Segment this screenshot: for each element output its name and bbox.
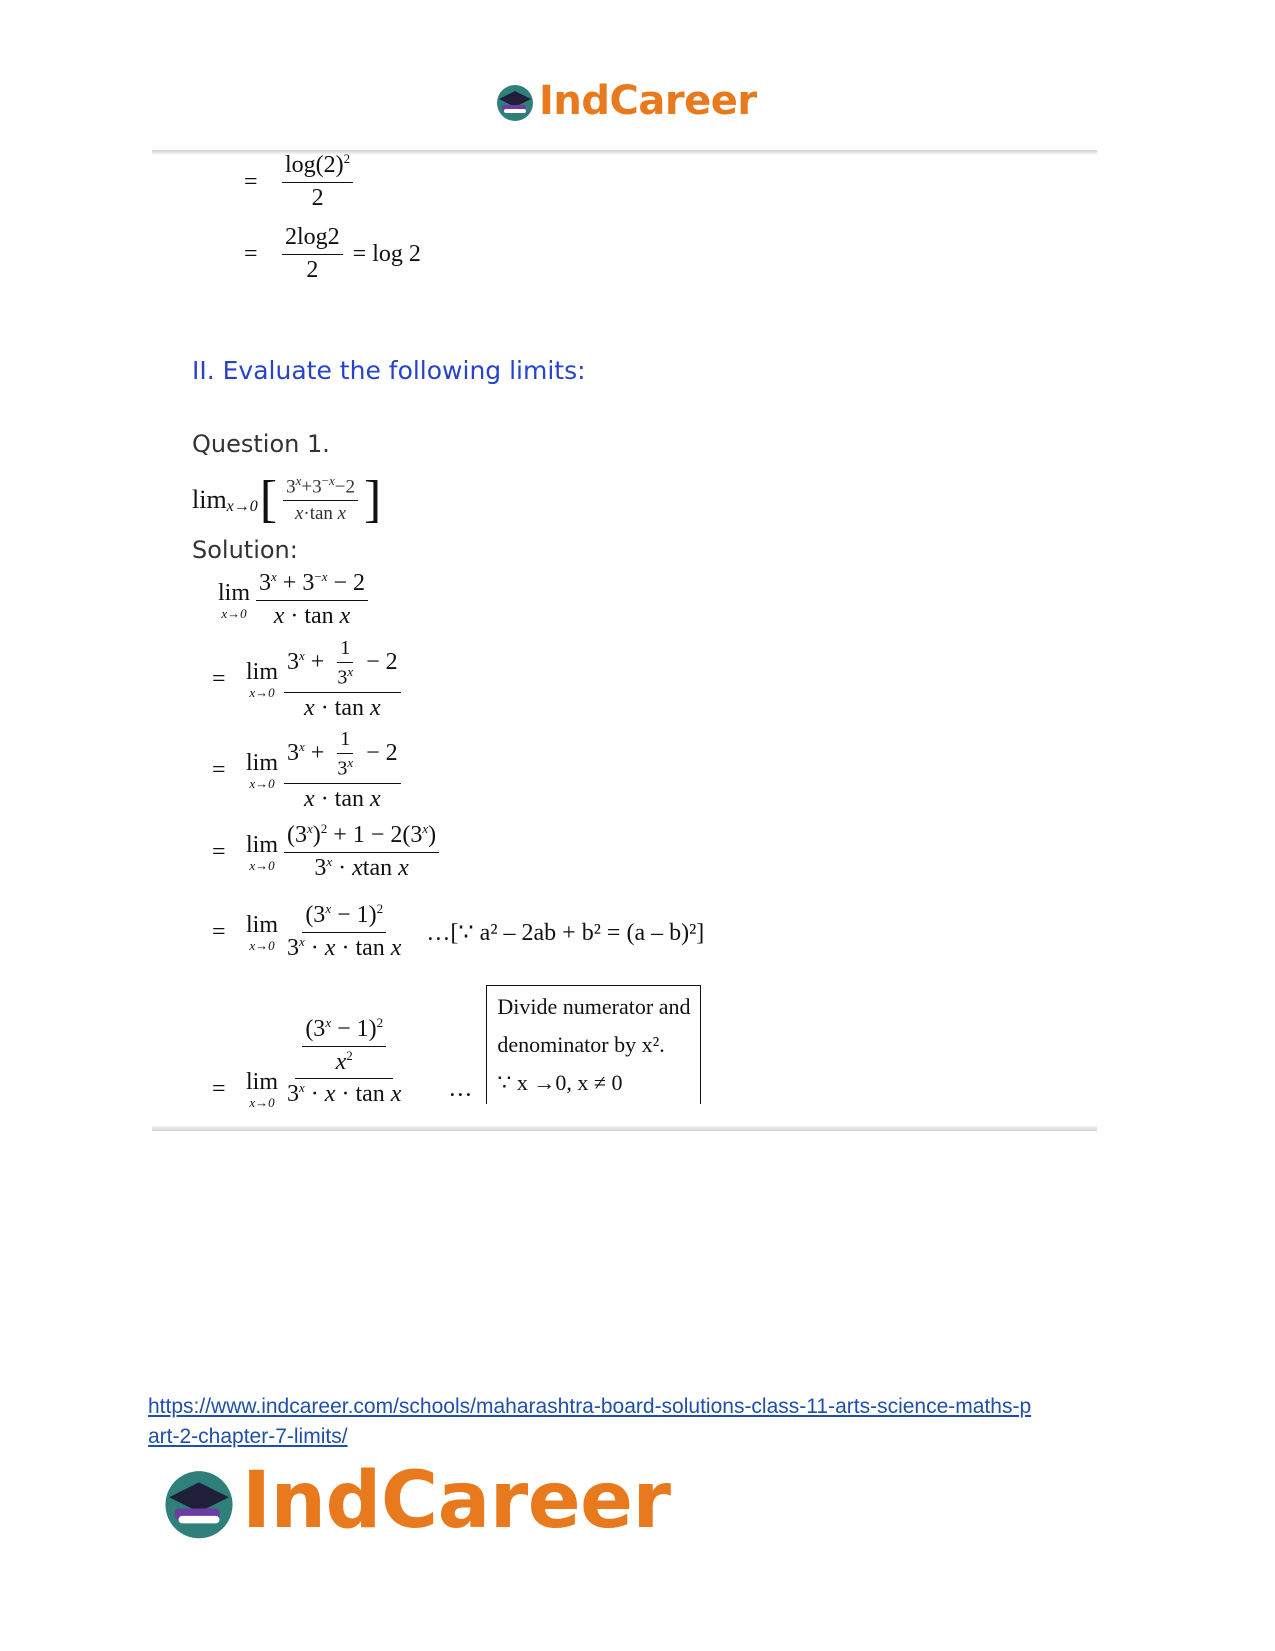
source-url-link[interactable] xyxy=(148,1392,1031,1452)
divide-note-box xyxy=(486,985,701,1104)
footer-brand-text: IndCareer xyxy=(242,1456,671,1546)
box-line-1: Divide numerator and xyxy=(497,994,691,1019)
content-bottom-border xyxy=(152,1126,1097,1131)
prev-step-2-denominator: 2 xyxy=(306,256,319,283)
solution-step-5: = lim x→0 $\frac{\frac{(3^x - 1)^2}{x^2}}{3^x \cdot x \cdot \tan x}$ … Divide numerator and denominator by x². ∵ x →0, x ≠ 0 xyxy=(212,980,701,1109)
graduation-globe-icon xyxy=(158,1460,240,1542)
question-label: Question 1. xyxy=(192,430,330,458)
solution-label: Solution: xyxy=(192,536,298,564)
content-image xyxy=(152,150,1097,1132)
prev-step-2-numerator: 2log2 xyxy=(282,224,343,255)
box-line-3: ∵ x →0, x ≠ 0 xyxy=(497,1070,623,1095)
lim-text: lim xyxy=(192,484,227,514)
question-expression: lim x→0 [ $\frac{3^x+3^{-x}-2}{\text{x·tan x}}$ ] xyxy=(192,471,382,528)
url-line-2: art-2-chapter-7-limits/ xyxy=(148,1425,348,1448)
url-line-1: https://www.indcareer.com/schools/maharashtra-board-solutions-class-11-arts-science-maths-p xyxy=(148,1395,1032,1418)
prev-step-2-result: = log 2 xyxy=(352,240,421,267)
box-line-2: denominator by x². xyxy=(497,1032,665,1057)
prev-step-2: = $\frac{2\log 2}{2}$ = log 2 xyxy=(244,224,421,283)
solution-step-2: = lim x→0 $3^x$ + $\frac{1}{3^x}$ − 2 x · tan x xyxy=(212,728,405,813)
header-brand-text: IndCareer xyxy=(539,78,757,124)
step-4-hint: …[∵ a² – 2ab + b² = (a – b)²] xyxy=(426,919,705,946)
prev-step-1-numerator: log(2) xyxy=(285,152,344,178)
solution-step-3: = lim x→0 $\frac{(3^x)^2 + 1 - 2(3^x)}{3^x \cdot xtan x}$ xyxy=(212,822,443,882)
prev-step-1: = $\frac{\log(2)^2}{2}$ xyxy=(244,152,357,212)
graduation-globe-icon xyxy=(493,79,537,123)
solution-step-0: lim x→0 $\frac{3^x + 3^{-x} - 2}{\text{x · tan x}}$ xyxy=(218,570,372,630)
solution-step-1: = lim x→0 $3^x$ + $\frac{1}{3^x}$ − 2 x · tan x xyxy=(212,637,405,722)
footer-logo xyxy=(158,1456,671,1546)
header-logo xyxy=(493,78,757,124)
lim-subscript: x→0 xyxy=(226,497,258,515)
section-heading: II. Evaluate the following limits: xyxy=(192,356,586,385)
solution-step-4: = lim x→0 $\frac{(3^x - 1)^2}{3^x \cdot x \cdot \tan x}$ …[∵ a² – 2ab + b² = (a – b)²] xyxy=(212,901,705,961)
prev-step-1-denominator: 2 xyxy=(311,184,324,211)
